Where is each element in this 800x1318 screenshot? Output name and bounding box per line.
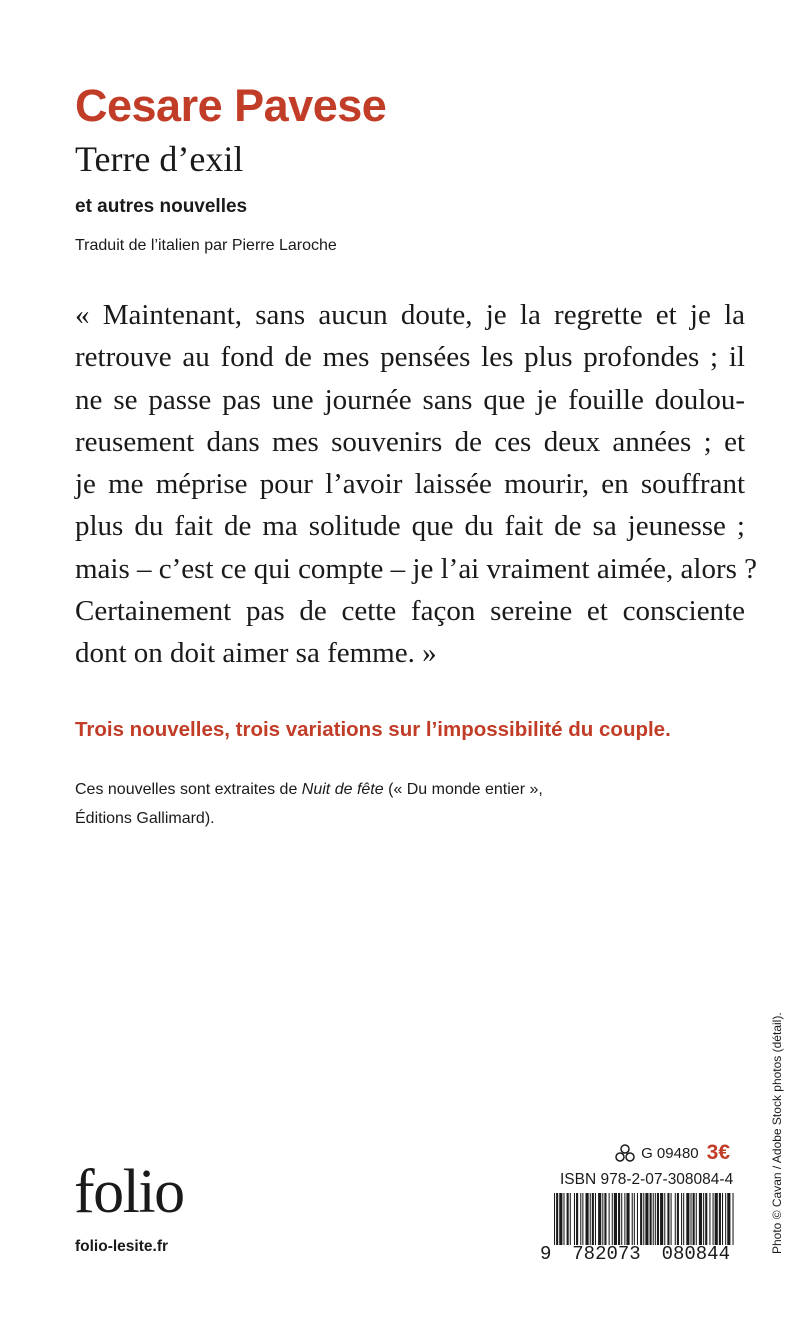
barcode-bar xyxy=(637,1193,638,1245)
barcode-bar xyxy=(559,1193,562,1245)
barcode-bar xyxy=(624,1193,625,1245)
source-collection: (« Du monde entier », xyxy=(383,781,543,798)
book-title: Terre d’exil xyxy=(75,139,244,179)
barcode-bar xyxy=(592,1193,594,1245)
barcode-bar xyxy=(686,1193,689,1245)
publisher-website: folio-lesite.fr xyxy=(75,1238,169,1255)
barcode-bar xyxy=(640,1193,642,1245)
barcode-bar xyxy=(725,1193,726,1245)
barcode-bar xyxy=(645,1193,648,1245)
barcode-bar xyxy=(703,1193,704,1245)
source-note-line: Éditions Gallimard). xyxy=(75,810,215,827)
tri-circle-icon xyxy=(615,1144,635,1162)
quote-line: Certainement pas de cette façon sereine et consciente xyxy=(75,595,745,628)
barcode-bar xyxy=(722,1193,723,1245)
barcode-bar xyxy=(715,1193,718,1245)
barcode-bar xyxy=(719,1193,721,1245)
barcode-bar xyxy=(660,1193,663,1245)
barcode-bar xyxy=(554,1193,555,1245)
barcode-bar xyxy=(667,1193,669,1245)
barcode-bar xyxy=(671,1193,672,1245)
barcode-bar xyxy=(609,1193,610,1245)
barcode-bar xyxy=(653,1193,654,1245)
barcode-bar xyxy=(713,1193,714,1245)
isbn: ISBN 978-2-07-308084-4 xyxy=(560,1171,734,1188)
photo-credit: Photo © Cavan / Adobe Stock photos (détail). xyxy=(770,1012,784,1254)
quote-line: « Maintenant, sans aucun doute, je la regrette et je la xyxy=(75,299,745,331)
barcode-bar xyxy=(664,1193,665,1245)
barcode-bar xyxy=(598,1193,601,1245)
barcode-bar xyxy=(693,1193,695,1245)
quote-line: retrouve au fond de mes pensées les plus profondes ; il xyxy=(75,341,745,374)
barcode-bar xyxy=(576,1193,578,1245)
book-subtitle: et autres nouvelles xyxy=(75,196,248,217)
quote-line: reusement dans mes souvenirs de ces deux années ; et xyxy=(75,425,745,458)
quote-line: ne se passe pas une journée sans que je fouille doulou- xyxy=(75,383,745,416)
barcode-bar xyxy=(612,1193,613,1245)
barcode-bar xyxy=(691,1193,692,1245)
barcode-bar xyxy=(675,1193,676,1245)
barcode-bar xyxy=(621,1193,622,1245)
barcode-bar xyxy=(590,1193,591,1245)
source-book-title: Nuit de fête xyxy=(301,781,384,798)
barcode-bar xyxy=(626,1193,629,1245)
barcode-digit-group: 9 xyxy=(540,1243,552,1265)
barcode-digits xyxy=(540,1242,730,1266)
barcode-bar xyxy=(727,1193,730,1245)
barcode-bar xyxy=(567,1193,569,1245)
price-row xyxy=(565,1139,730,1167)
translator-credit: Traduit de l’italien par Pierre Laroche xyxy=(75,237,337,254)
quote-line: mais – c’est ce qui compte – je l’ai vraiment aimée, alors ? xyxy=(75,552,758,585)
quote-line: je me méprise pour l’avoir laissée mourir, en souffrant xyxy=(75,468,745,501)
barcode-digit-group: 782073 xyxy=(572,1243,641,1265)
barcode-digit-group: 080844 xyxy=(661,1243,730,1265)
barcode-bar xyxy=(634,1193,635,1245)
barcode-bar xyxy=(650,1193,652,1245)
barcode-bar xyxy=(570,1193,571,1245)
quote-line: dont on doit aimer sa femme. » xyxy=(75,637,437,670)
barcode-bar xyxy=(618,1193,620,1245)
barcode-bar xyxy=(655,1193,656,1245)
barcode-bar xyxy=(574,1193,575,1245)
author-name: Cesare Pavese xyxy=(75,80,387,131)
barcode xyxy=(553,1193,734,1245)
barcode-bar xyxy=(632,1193,633,1245)
barcode-bar xyxy=(582,1193,583,1245)
barcode-bar xyxy=(614,1193,617,1245)
barcode-bar xyxy=(677,1193,679,1245)
source-note xyxy=(75,775,543,833)
quote-line: plus du fait de ma solitude que du fait de sa jeunesse ; xyxy=(75,510,745,543)
barcode-bar xyxy=(699,1193,702,1245)
catalog-code: G 09480 xyxy=(641,1144,699,1162)
barcode-bar xyxy=(733,1193,734,1245)
barcode-bar xyxy=(604,1193,606,1245)
excerpt-quote xyxy=(75,294,758,675)
barcode-bar xyxy=(556,1193,558,1245)
barcode-bar xyxy=(681,1193,682,1245)
barcode-bar xyxy=(586,1193,589,1245)
price: 3€ xyxy=(706,1141,730,1164)
barcode-bar xyxy=(563,1193,564,1245)
barcode-bar xyxy=(696,1193,697,1245)
barcode-bar xyxy=(709,1193,710,1245)
source-note-line xyxy=(75,775,543,804)
barcode-bar xyxy=(657,1193,659,1245)
folio-logo: folio xyxy=(74,1158,184,1226)
barcode-bar xyxy=(643,1193,644,1245)
barcode-bar xyxy=(683,1193,684,1245)
barcode-bar xyxy=(705,1193,707,1245)
barcode-bar xyxy=(580,1193,581,1245)
tagline: Trois nouvelles, trois variations sur l’impossibilité du couple. xyxy=(75,718,671,741)
source-note-text: Ces nouvelles sont extraites de xyxy=(75,781,302,798)
barcode-bar xyxy=(595,1193,596,1245)
barcode-bar xyxy=(602,1193,603,1245)
